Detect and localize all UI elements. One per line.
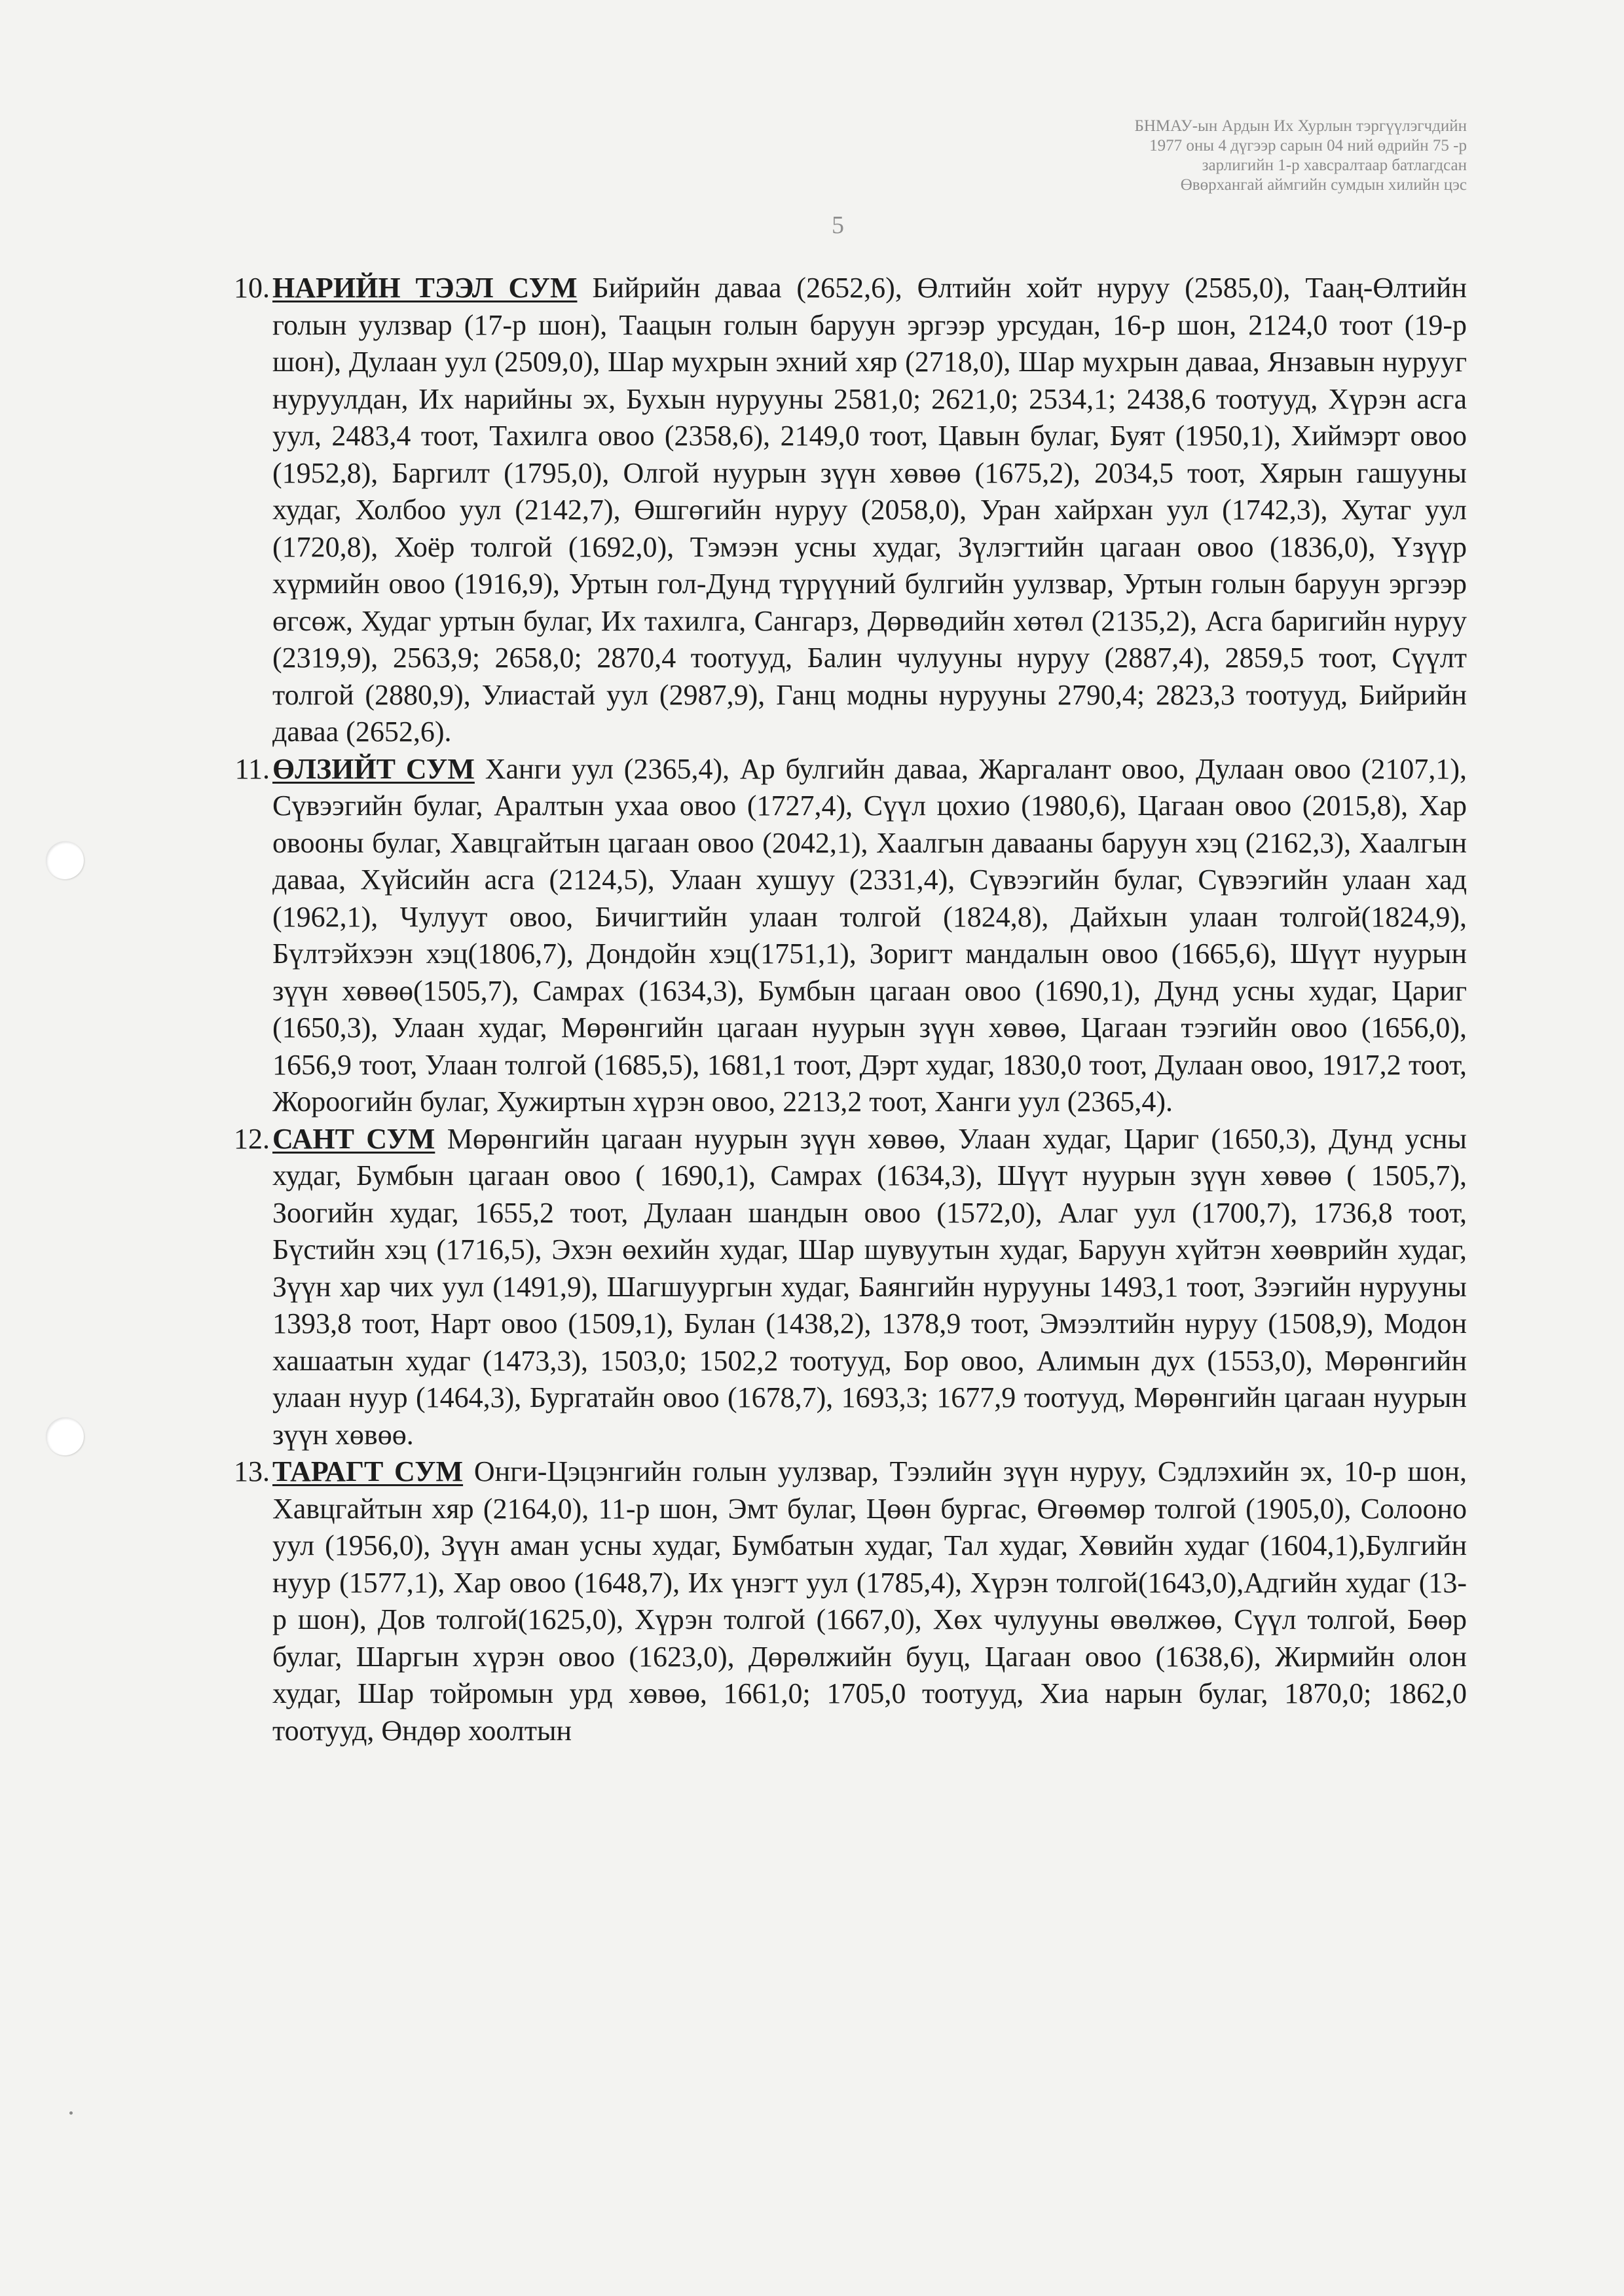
- header-note: [1135, 117, 1467, 195]
- page-number: 5: [832, 211, 844, 239]
- entry-number: 10.: [234, 272, 270, 304]
- entry-text: [272, 270, 1467, 751]
- entry-number: 11.: [234, 752, 270, 785]
- entry-title: ӨЛЗИЙТ СУМ: [272, 752, 475, 785]
- header-line: Өвөрхангай аймгийн сумдын хилийн цэс: [1180, 176, 1467, 194]
- list-item: [231, 1453, 1467, 1749]
- header-line: зарлигийн 1-р хавсралтаар батлагдсан: [1202, 156, 1467, 174]
- entry-body: Бийрийн даваа (2652,6), Өлтийн хойт нуруу (2585,0), Тааң-Өлтийн голын уулзвар (17-р шон), Таацын голын баруун эргээр урсудан, 16-р шон, 2124,0 тоот (19-р шон), Дулаан уул (2509,0), Шар мухрын эхний хяр (2718,0), Шар мухрын даваа, Янзавын нурууг нуруулдан, Их нарийны эх, Бухын нурууны 2581,0; 2621,0; 2534,1; 2438,6 тоотууд, Хүрэн асга уул, 2483,4 тоот, Тахилга овоо (2358,6), 2149,0 тоот, Цавын булаг, Буят (1950,1), Хиймэрт овоо (1952,8), Баргилт (1795,0), Олгой нуурын зүүн хөвөө (1675,2), 2034,5 тоот, Хярын гашууны худаг, Холбоо уул (2142,7), Өшгөгийн нуруу (2058,0), Уран хайрхан уул (1742,3), Хутаг уул (1720,8), Хоёр толгой (1692,0), Тэмээн усны худаг, Зүлэгтийн цагаан овоо (1836,0), Үзүүр хүрмийн овоо (1916,9), Уртын гол-Дунд түрүүний булгийн уулзвар, Уртын голын баруун эргээр өгсөж, Худаг уртын булаг, Их тахилга, Сангарз, Дөрвөдийн хөтөл (2135,2), Асга баригийн нуруу (2319,9), 2563,9; 2658,0; 2870,4 тоотууд, Балин чулууны нуруу (2887,4), 2859,5 тоот, Сүүлт толгой (2880,9), Улиастай уул (2987,9), Ганц модны нурууны 2790,4; 2823,3 тоотууд, Бийрийн даваа (2652,6).: [272, 272, 1467, 748]
- scan-speck: [69, 2111, 73, 2115]
- entry-text: [272, 751, 1467, 1121]
- list-item: [231, 751, 1467, 1121]
- entry-title: НАРИЙН ТЭЭЛ СУМ: [272, 272, 578, 304]
- header-line: БНМАУ-ын Ардын Их Хурлын тэргүүлэгчдийн: [1134, 117, 1467, 135]
- entry-title: ТАРАГТ СУМ: [272, 1455, 464, 1487]
- entry-title: САНТ СУМ: [272, 1122, 435, 1155]
- entry-body: Мөрөнгийн цагаан нуурын зүүн хөвөө, Улаан худаг, Цариг (1650,3), Дунд усны худаг, Бумбын цагаан овоо ( 1690,1), Самрах (1634,3), Шүүт нуурын зүүн хөвөө ( 1505,7), Зоогийн худаг, 1655,2 тоот, Дулаан шандын овоо (1572,0), Алаг уул (1700,7), 1736,8 тоот, Бүстийн хэц (1716,5), Эхэн өехийн худаг, Шар шувуутын худаг, Баруун хүйтэн хөөврийн худаг, Зүүн хар чих уул (1491,9), Шагшуургын худаг, Баянгийн нурууны 1493,1 тоот, Зээгийн нурууны 1393,8 тоот, Нарт овоо (1509,1), Булан (1438,2), 1378,9 тоот, Эмээлтийн нуруу (1508,9), Модон хашаатын худаг (1473,3), 1503,0; 1502,2 тоотууд, Бор овоо, Алимын дух (1553,0), Мөрөнгийн улаан нуур (1464,3), Бургатайн овоо (1678,7), 1693,3; 1677,9 тоотууд, Мөрөнгийн цагаан нуурын зүүн хөвөө.: [272, 1122, 1467, 1451]
- list-item: [231, 1121, 1467, 1454]
- entry-body: Ханги уул (2365,4), Ар булгийн даваа, Жаргалант овоо, Дулаан овоо (2107,1), Сүвээгийн булаг, Аралтын ухаа овоо (1727,4), Сүүл цохио (1980,6), Цагаан овоо (2015,8), Хар овооны булаг, Хавцгайтын цагаан овоо (2042,1), Хаалгын давааны баруун хэц (2162,3), Хаалгын даваа, Хүйсийн асга (2124,5), Улаан хушуу (2331,4), Сүвээгийн булаг, Сүвээгийн улаан хад (1962,1), Чулуут овоо, Бичигтийн улаан толгой (1824,8), Дайхын улаан толгой(1824,9), Бүлтэйхээн хэц(1806,7), Дондойн хэц(1751,1), Зоригт мандалын овоо (1665,6), Шүүт нуурын зүүн хөвөө(1505,7), Самрах (1634,3), Бумбын цагаан овоо (1690,1), Дунд усны худаг, Цариг (1650,3), Улаан худаг, Мөрөнгийн цагаан нуурын зүүн хөвөө, Цагаан тээгийн овоо (1656,0), 1656,9 тоот, Улаан толгой (1685,5), 1681,1 тоот, Дэрт худаг, 1830,0 тоот, Дулаан овоо, 1917,2 тоот, Жороогийн булаг, Хужиртын хүрэн овоо, 2213,2 тоот, Ханги уул (2365,4).: [272, 752, 1467, 1118]
- entry-number: 13.: [234, 1455, 270, 1487]
- entry-number: 12.: [234, 1122, 270, 1155]
- punch-hole: [46, 841, 84, 879]
- entry-body: Онги-Цэцэнгийн голын уулзвар, Тээлийн зүүн нуруу, Сэдлэхийн эх, 10-р шон, Хавцгайтын хяр (2164,0), 11-р шон, Эмт булаг, Цөөн бургас, Өгөөмөр толгой (1905,0), Солооно уул (1956,0), Зүүн аман усны худаг, Бумбатын худаг, Тал худаг, Хөвийн худаг (1604,1),Булгийн нуур (1577,1), Хар овоо (1648,7), Их үнэгт уул (1785,4), Хүрэн толгой(1643,0),Адгийн худаг (13-р шон), Дов толгой(1625,0), Хүрэн толгой (1667,0), Хөх чулууны өвөлжөө, Сүүл толгой, Бөөр булаг, Шаргын хүрэн овоо (1623,0), Дөрөлжийн бууц, Цагаан овоо (1638,6), Жирмийн олон худаг, Шар тойромын урд хөвөө, 1661,0; 1705,0 тоотууд, Хиа нарын булаг, 1870,0; 1862,0 тоотууд, Өндөр хоолтын: [272, 1455, 1467, 1747]
- entry-text: [272, 1453, 1467, 1749]
- border-description-list: [231, 270, 1467, 1749]
- header-line: 1977 оны 4 дүгээр сарын 04 ний өдрийн 75 -р: [1149, 137, 1467, 155]
- punch-hole: [46, 1417, 84, 1455]
- list-item: [231, 270, 1467, 751]
- entry-text: [272, 1121, 1467, 1454]
